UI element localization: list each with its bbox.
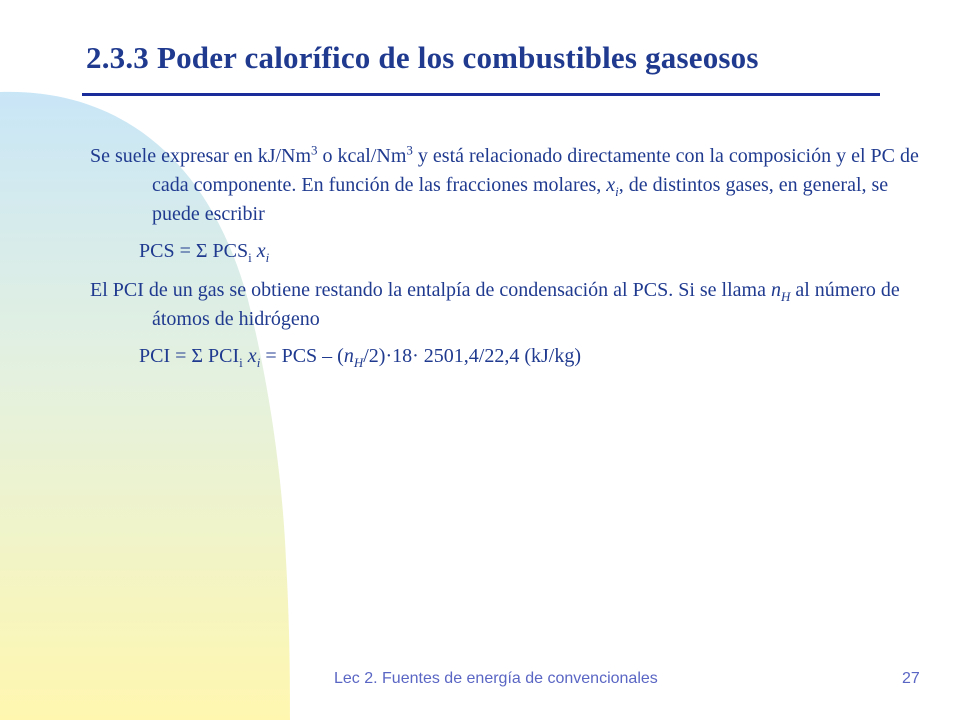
- text-run: y está relacionado directamente con la composición y el PC de cada componente. En función de las fracciones molares,: [152, 145, 919, 196]
- slide-body: [90, 142, 940, 371]
- subscript: i: [256, 355, 261, 370]
- text-run: al número de átomos de hidrógeno: [152, 279, 900, 330]
- text-run: El PCI de un gas se obtiene restando la entalpía de condensación al PCS. Si se llama: [90, 279, 771, 301]
- title-underline: [82, 93, 880, 96]
- page-number: 27: [902, 670, 920, 687]
- variable-n: n: [770, 279, 781, 301]
- subscript: i: [248, 250, 252, 265]
- text-run: = PCS – (: [260, 345, 344, 367]
- text-run: , de distintos gases, en general, se puede escribir: [152, 174, 889, 225]
- paragraph-units: [90, 142, 940, 229]
- slide-footer: [0, 670, 960, 694]
- formula-pci: [139, 342, 940, 371]
- text-run: o kcal/Nm: [317, 145, 407, 167]
- variable-x: x: [247, 345, 257, 367]
- variable-x: x: [606, 174, 616, 196]
- paragraph-pci: [90, 276, 940, 334]
- slide-title: 2.3.3 Poder calorífico de los combustibles gaseosos: [86, 40, 759, 75]
- subscript: H: [780, 289, 791, 304]
- subscript: i: [239, 355, 243, 370]
- subscript: H: [353, 355, 364, 370]
- subscript: i: [265, 250, 270, 265]
- superscript: 3: [406, 142, 413, 158]
- subscript: i: [615, 184, 619, 199]
- text-run: /2)·18· 2501,4/22,4 (kJ/kg): [363, 345, 581, 367]
- text-run: PCS = Σ PCS: [139, 240, 249, 262]
- variable-n: n: [343, 345, 354, 367]
- text-run: Se suele expresar en kJ/Nm: [90, 145, 312, 167]
- variable-x: x: [256, 240, 266, 262]
- text-run: PCI = Σ PCI: [139, 345, 240, 367]
- footer-text: Lec 2. Fuentes de energía de convencionales: [334, 670, 658, 687]
- formula-pcs: [139, 237, 940, 266]
- superscript: 3: [311, 142, 318, 158]
